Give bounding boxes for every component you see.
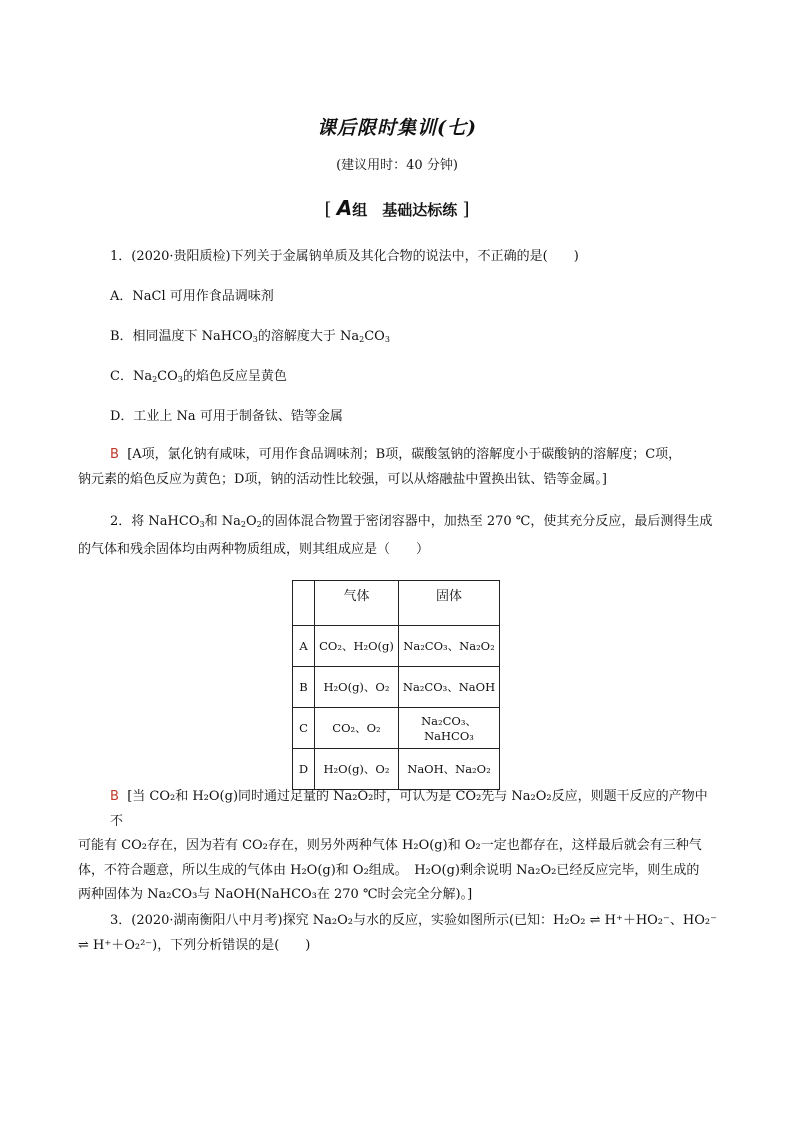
section-bracket-open: [ xyxy=(324,199,332,220)
q3-stem xyxy=(78,909,720,958)
row-gas: CO₂、O₂ xyxy=(315,708,399,749)
q1-option-a: A．NaCl 可用作食品调味剂 xyxy=(110,289,274,304)
table-row xyxy=(293,626,500,667)
q3-line-2: ⇌ H⁺＋O₂²⁻)，下列分析错误的是( ) xyxy=(78,937,311,953)
q2-stem-3: 的固体混合物置于密闭容器中，加热至 270 ℃，使其充分反应，最后测得生成 xyxy=(261,514,713,529)
table-row xyxy=(293,749,500,790)
table-header-blank xyxy=(293,581,315,626)
table-row xyxy=(293,667,500,708)
row-solid: Na₂CO₃、Na₂O₂ xyxy=(399,626,500,667)
q1-option-b: B．相同温度下 NaHCO$_3$的溶解度大于 $Na_2CO_3$ xyxy=(110,329,390,344)
q2-stem-1: 2．将 NaHCO xyxy=(110,514,200,529)
q2-options-table xyxy=(292,580,500,790)
q1-explanation-2: 钠元素的焰色反应为黄色；D项，钠的活动性比较强，可以从熔融盐中置换出钛、锆等金属。] xyxy=(78,471,607,487)
row-label: B xyxy=(293,667,315,708)
section-heading xyxy=(0,196,794,220)
q1-option-c-pre: C．Na xyxy=(110,369,153,384)
q1-explanation xyxy=(78,443,720,492)
q2-answer: B xyxy=(110,789,119,804)
section-group-letter: A xyxy=(336,196,353,220)
q1-option-d: D．工业上 Na 可用于制备钛、锆等金属 xyxy=(110,409,343,424)
q1-option-c-post: 的焰色反应呈黄色 xyxy=(182,369,287,384)
table-header-solid: 固体 xyxy=(399,581,500,626)
page-title: 课后限时集训(七) xyxy=(317,117,477,139)
q3-line-1: 3．(2020·湖南衡阳八中月考)探究 Na₂O₂与水的反应，实验如图所示(已知：H₂O₂ ⇌ H⁺＋HO₂⁻、HO₂⁻ xyxy=(110,913,717,928)
row-label: D xyxy=(293,749,315,790)
section-label: 组 基础达标练 xyxy=(352,201,458,219)
table-row xyxy=(293,708,500,749)
row-solid: Na₂CO₃、NaHCO₃ xyxy=(399,708,500,749)
q1-stem: 1．(2020·贵阳质检)下列关于金属钠单质及其化合物的说法中，不正确的是( ) xyxy=(110,249,579,264)
q2-explanation-2: 可能有 CO₂存在，因为若有 CO₂存在，则另外两种气体 H₂O(g)和 O₂一定也都存在，这样最后就会有三种气 xyxy=(78,838,702,853)
section-bracket-close: ] xyxy=(462,199,470,220)
q2-stem-2: 和 Na xyxy=(204,514,241,529)
q1-option-c: C．$Na_2CO_3$的焰色反应呈黄色 xyxy=(110,369,287,384)
q2-explanation-3: 体，不符合题意，所以生成的气体由 H₂O(g)和 O₂组成。 H₂O(g)剩余说明 Na₂O₂已经反应完毕，则生成的 xyxy=(78,862,700,878)
q2-explanation xyxy=(78,785,720,908)
suggested-time: (建议用时：40 分钟) xyxy=(336,158,458,173)
row-gas: H₂O(g)、O₂ xyxy=(315,667,399,708)
q2-stem-line2: 的气体和残余固体均由两种物质组成，则其组成应是（ ） xyxy=(78,541,430,557)
row-gas: CO₂、H₂O(g) xyxy=(315,626,399,667)
q1-answer: B xyxy=(110,447,119,462)
row-gas: H₂O(g)、O₂ xyxy=(315,749,399,790)
q2-stem: 2．将 NaHCO$_3$和 $Na_2O_2$的固体混合物置于密闭容器中，加热至 270 ℃，使其充分反应，最后测得生成 的气体和残余固体均由两种物质组成，则其组成应是（ ） xyxy=(78,510,720,562)
row-solid: Na₂CO₃、NaOH xyxy=(399,667,500,708)
q1-option-b-mid: 的溶解度大于 Na xyxy=(257,329,360,344)
table-header-gas: 气体 xyxy=(315,581,399,626)
row-label: C xyxy=(293,708,315,749)
q2-explanation-1: [当 CO₂和 H₂O(g)同时通过足量的 Na₂O₂时，可认为是 CO₂先与 Na₂O₂反应，则题干反应的产物中不 xyxy=(110,789,708,829)
row-label: A xyxy=(293,626,315,667)
table-header-row xyxy=(293,581,500,626)
q1-explanation-1: [A项，氯化钠有咸味，可用作食品调味剂；B项，碳酸氢钠的溶解度小于碳酸钠的溶解度；C项， xyxy=(127,447,682,462)
row-solid: NaOH、Na₂O₂ xyxy=(399,749,500,790)
q1-option-b-pre: B．相同温度下 NaHCO xyxy=(110,329,253,344)
q2-explanation-4: 两种固体为 Na₂CO₃与 NaOH(NaHCO₃在 270 ℃时会完全分解)。] xyxy=(78,887,473,902)
